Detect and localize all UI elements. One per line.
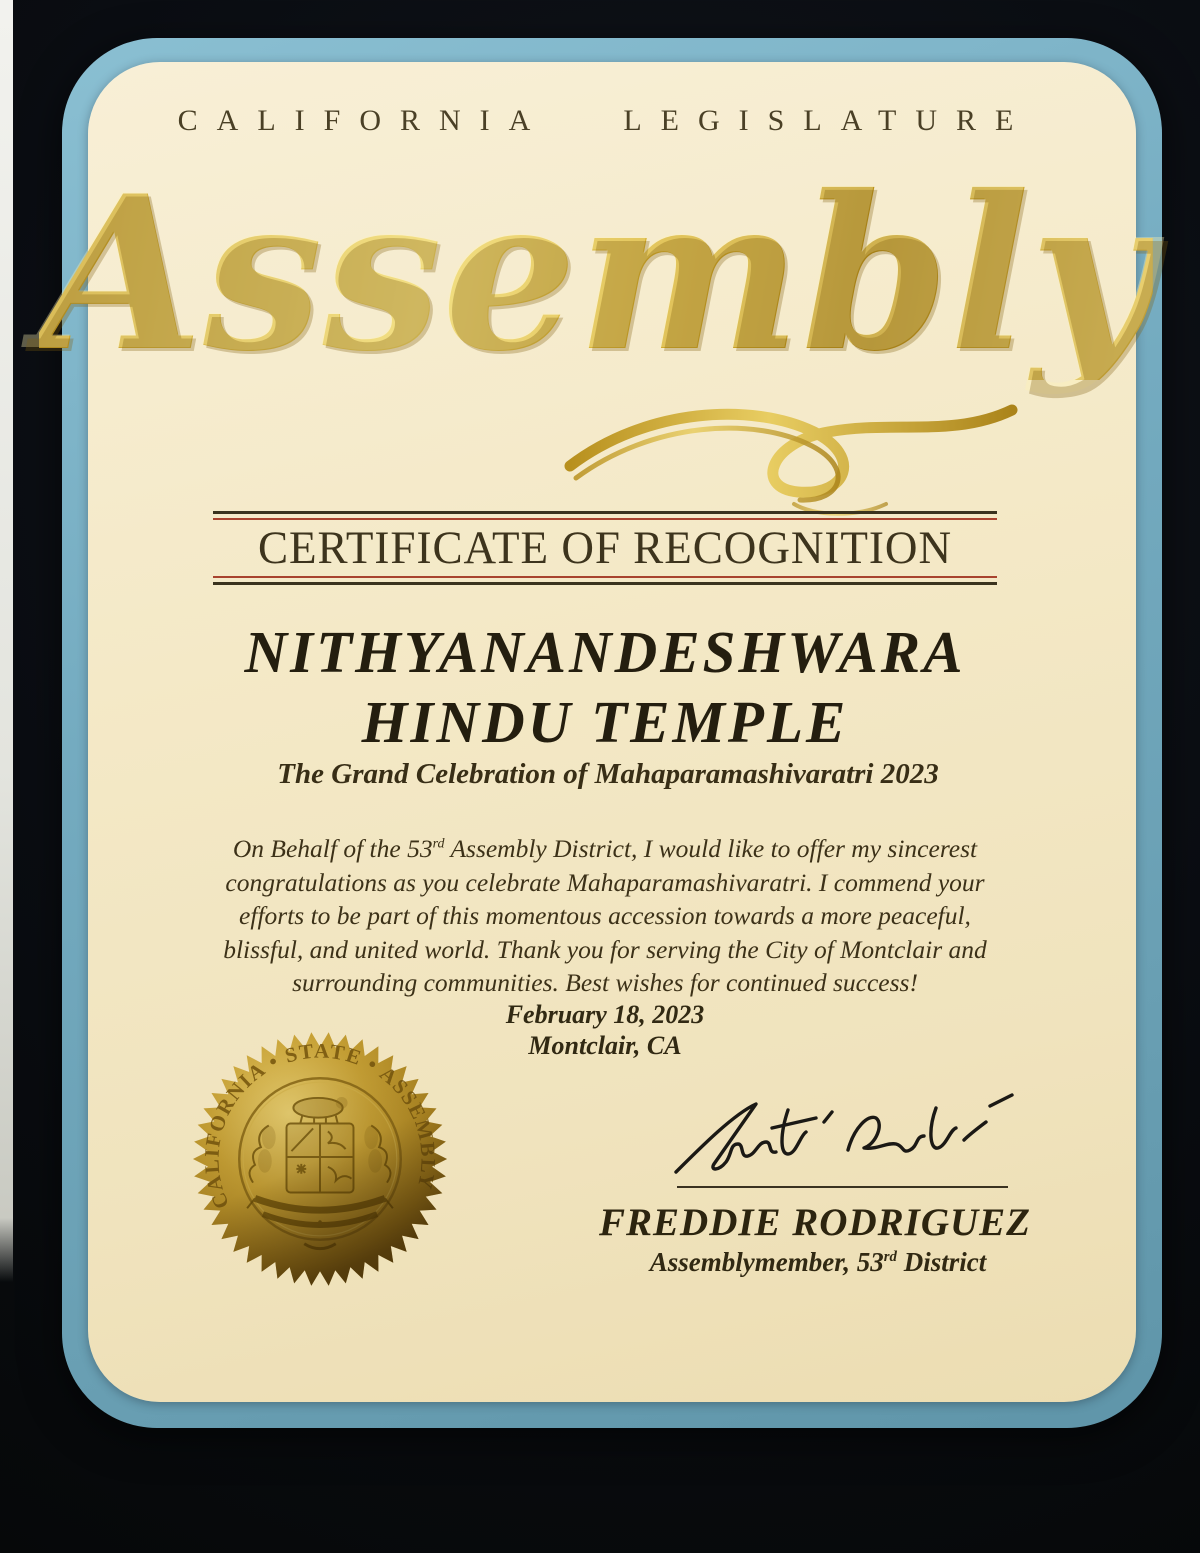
signature-line xyxy=(677,1186,1008,1188)
event-location: Montclair, CA xyxy=(528,1031,682,1060)
body-line: surrounding communities. Best wishes for continued success! xyxy=(292,968,918,997)
body-line1-ordinal: rd xyxy=(432,836,445,852)
event-subtitle: The Grand Celebration of Mahaparamashivaratri 2023 xyxy=(277,758,939,790)
signature-scrawl xyxy=(668,1090,1038,1190)
title-rule-bottom-dark xyxy=(213,582,997,585)
header-word-california: CALIFORNIA xyxy=(177,104,550,137)
certificate-title: CERTIFICATE OF RECOGNITION xyxy=(257,522,953,574)
recipient-name-line1: NITHYANANDESHWARA xyxy=(244,619,966,685)
event-date: February 18, 2023 xyxy=(505,1000,705,1029)
body-line: efforts to be part of this momentous accession towards a more peaceful, xyxy=(239,901,971,930)
signatory-title-pre: Assemblymember, 53 xyxy=(649,1247,884,1277)
body-line: congratulations as you celebrate Mahaparamashivaratri. I commend your xyxy=(225,867,985,897)
signatory-name: FREDDIE RODRIGUEZ xyxy=(598,1201,1032,1244)
certificate-header xyxy=(178,104,1033,138)
recipient-name-line2: HINDU TEMPLE xyxy=(361,689,849,755)
body-line: blissful, and united world. Thank you for serving the City of Montclair and xyxy=(223,934,987,964)
seal-shadow-overlay xyxy=(193,1032,447,1286)
header-word-legislature: LEGISLATURE xyxy=(623,104,1033,137)
gold-foil-seal xyxy=(190,1026,450,1292)
body-line1-post: Assembly District, I would like to offer my sincerest xyxy=(444,834,978,863)
body-line xyxy=(145,832,1065,866)
date-location-block xyxy=(506,999,705,1061)
body-line1-pre: On Behalf of the 53 xyxy=(232,834,433,863)
assembly-script-title: Assembly xyxy=(38,149,1154,398)
signatory-title-post: District xyxy=(896,1247,987,1277)
signatory-title xyxy=(650,1247,986,1278)
certificate-title-block xyxy=(213,511,997,585)
body-paragraph xyxy=(145,832,1065,1000)
signatory-title-ordinal: rd xyxy=(883,1249,897,1265)
photo-edge-strip xyxy=(0,0,13,1282)
